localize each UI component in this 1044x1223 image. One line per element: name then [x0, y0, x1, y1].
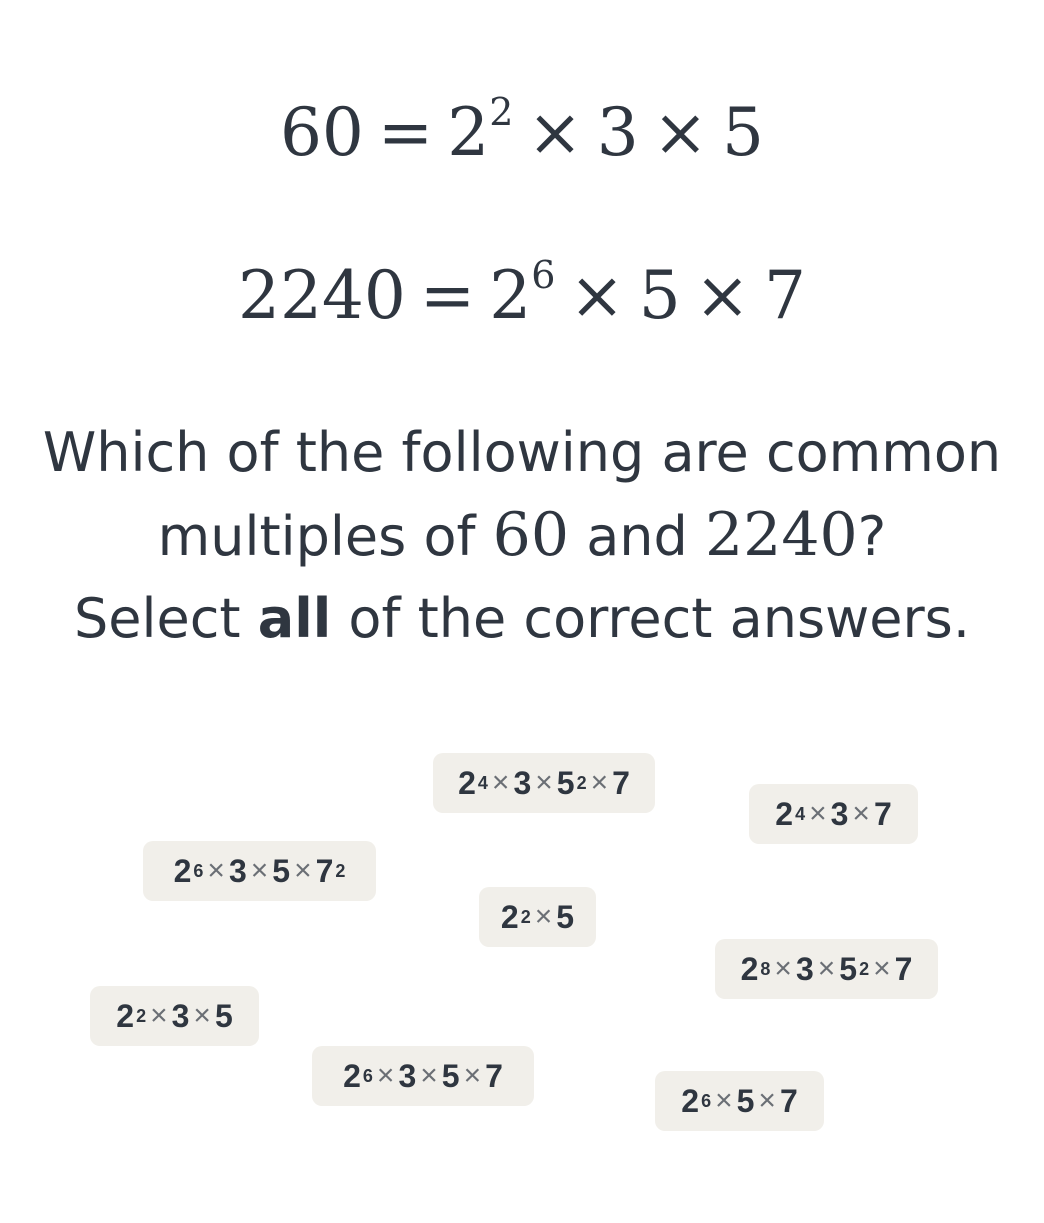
times-sign: ×	[652, 94, 709, 171]
question-text-segment: multiples of	[157, 505, 493, 568]
factor-base: 7	[779, 1082, 798, 1119]
factor-base: 2	[173, 852, 192, 889]
times-sign: ×	[420, 1059, 438, 1092]
times-sign: ×	[193, 999, 211, 1032]
factor-base: 2	[681, 1082, 700, 1119]
equation-factor: 7	[764, 257, 807, 334]
answer-option[interactable]: 2 4 × 3 × 7	[749, 784, 918, 844]
equation-lhs: 2240	[237, 257, 406, 334]
factor-base: 5	[214, 997, 233, 1034]
equation-factor: 3	[596, 94, 639, 171]
factor-base: 3	[171, 997, 190, 1034]
factor-base: 5	[556, 898, 575, 935]
factor-base: 3	[228, 852, 247, 889]
times-sign: ×	[569, 257, 625, 334]
question-mark: ?	[857, 505, 887, 568]
question-line-2	[0, 494, 1044, 578]
factor-base: 2	[343, 1057, 361, 1094]
instruction-text-segment: of the correct answers.	[331, 587, 970, 650]
times-sign: ×	[590, 766, 609, 799]
equation-factor: 5	[638, 257, 681, 334]
equation-base: 2	[489, 257, 532, 334]
factor-base: 3	[513, 764, 532, 801]
factor-base: 3	[398, 1057, 417, 1094]
times-sign: ×	[250, 854, 269, 887]
question-line-1: Which of the following are common	[42, 421, 1002, 484]
equals-sign: =	[419, 257, 476, 334]
factor-base: 7	[485, 1057, 503, 1094]
equation-60	[0, 90, 1044, 171]
equation-base: 2	[447, 94, 490, 171]
times-sign: ×	[294, 854, 312, 887]
times-sign: ×	[491, 766, 510, 799]
times-sign: ×	[527, 94, 583, 171]
answer-option[interactable]: 2 2 × 3 × 5	[90, 986, 259, 1046]
times-sign: ×	[809, 797, 827, 830]
times-sign: ×	[535, 766, 553, 799]
instruction-line	[0, 578, 1044, 660]
factor-base: 2	[500, 898, 519, 935]
factor-base: 2	[458, 764, 476, 801]
answer-option[interactable]: 2 6 × 3 × 5 × 7	[312, 1046, 534, 1106]
factor-base: 3	[830, 795, 849, 832]
factor-base: 2	[740, 950, 759, 987]
times-sign: ×	[715, 1084, 733, 1117]
factor-base: 3	[795, 950, 814, 987]
number-60: 60	[492, 500, 570, 570]
factor-base: 5	[441, 1057, 460, 1094]
times-sign: ×	[150, 999, 168, 1032]
factor-base: 7	[894, 950, 913, 987]
answer-option[interactable]: 2 8 × 3 × 5 2 × 7	[715, 939, 938, 999]
instruction-emphasis: all	[257, 587, 332, 650]
factor-base: 7	[315, 852, 334, 889]
equation-exponent: 6	[531, 253, 556, 297]
answer-option[interactable]: 2 4 × 3 × 5 2 × 7	[433, 753, 655, 813]
equation-lhs: 60	[279, 94, 364, 171]
factor-base: 7	[612, 764, 630, 801]
times-sign: ×	[852, 797, 870, 830]
times-sign: ×	[376, 1059, 395, 1092]
factor-base: 5	[839, 950, 858, 987]
times-sign: ×	[534, 900, 553, 933]
times-sign: ×	[873, 952, 891, 985]
instruction-text-segment: Select	[74, 587, 258, 650]
times-sign: ×	[463, 1059, 482, 1092]
times-sign: ×	[758, 1084, 776, 1117]
factor-base: 5	[556, 764, 575, 801]
times-sign: ×	[774, 952, 792, 985]
equation-factor: 5	[722, 94, 765, 171]
factor-base: 7	[873, 795, 892, 832]
equation-exponent: 2	[489, 90, 514, 134]
times-sign: ×	[817, 952, 836, 985]
answer-option[interactable]: 2 6 × 5 × 7	[655, 1071, 824, 1131]
times-sign: ×	[207, 854, 225, 887]
answer-option[interactable]: 2 2 × 5	[479, 887, 596, 947]
question-text-segment: and	[569, 505, 705, 568]
question-text	[0, 412, 1044, 660]
equation-2240	[0, 253, 1044, 334]
factor-base: 2	[116, 997, 135, 1034]
number-2240: 2240	[704, 500, 858, 570]
factor-base: 5	[736, 1082, 755, 1119]
answer-option[interactable]: 2 6 × 3 × 5 × 7 2	[143, 841, 376, 901]
times-sign: ×	[694, 257, 751, 334]
factor-base: 5	[272, 852, 291, 889]
equals-sign: =	[377, 94, 434, 171]
factor-base: 2	[775, 795, 794, 832]
